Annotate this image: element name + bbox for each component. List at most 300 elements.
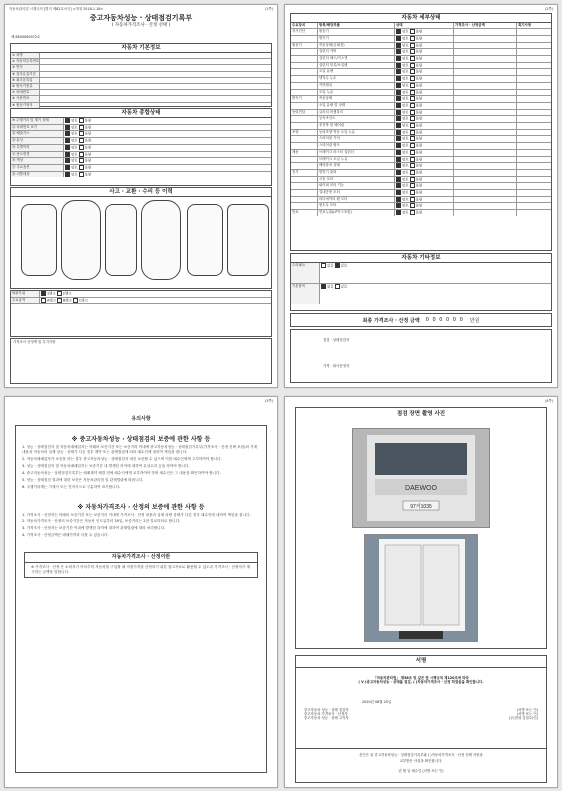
option-label: 불량	[84, 138, 92, 143]
detail-status	[395, 116, 454, 122]
detail-row	[291, 76, 551, 83]
checkbox	[65, 118, 70, 123]
panel-section: 외판부위 1랭크 2랭크 주요골격 A랭크 B랭크 C랭크	[10, 290, 272, 337]
status-label: 양호	[402, 150, 409, 155]
checkbox	[410, 43, 415, 48]
detail-price	[454, 29, 517, 35]
status-label: 양호	[402, 136, 409, 141]
final-price-unit: 만원	[469, 317, 480, 324]
detail-note	[517, 110, 551, 116]
checkbox	[410, 116, 415, 121]
page1-subtitle: ( 자동차가격조사 · 산정 선택 )	[111, 23, 171, 28]
detail-status	[395, 177, 454, 183]
checkbox	[65, 165, 70, 170]
checkbox	[396, 49, 401, 54]
basic-row-value	[40, 90, 271, 95]
general-row-label: ⑩ 주행거리 및 계기 상태	[11, 118, 64, 124]
status-label: 불량	[415, 76, 423, 81]
accident-history-section	[10, 187, 272, 289]
detail-note	[517, 177, 551, 183]
status-label: 불량	[415, 183, 423, 188]
detail-row	[291, 29, 551, 36]
basic-row-label: ⑥ 변속기종류	[11, 84, 40, 89]
checkbox	[396, 36, 401, 41]
detail-row	[291, 203, 551, 210]
sign-line-label: 중고자동차 성능 · 상태 점검자	[304, 708, 349, 712]
accident-history-heading: 사고 · 교환 · 수리 등 이력	[11, 188, 271, 197]
detail-status	[395, 190, 454, 196]
detail-item: 실린더 헤드/가스켓	[318, 56, 395, 62]
option-label: 불량	[84, 131, 92, 136]
detail-device: 연료	[291, 210, 318, 216]
detail-row	[291, 116, 551, 123]
general-row	[11, 138, 271, 145]
checkbox	[65, 172, 70, 177]
detail-device	[291, 49, 318, 55]
detail-price	[454, 43, 517, 49]
checkbox	[410, 150, 415, 155]
detail-item: 오일 유량 및 상태	[318, 103, 395, 109]
sign-line-mark: (주)현대 김철수(인)	[508, 716, 538, 721]
detail-device: 조향	[291, 130, 318, 136]
detail-status	[395, 136, 454, 142]
detail-price	[454, 177, 517, 183]
notice-body	[15, 425, 267, 775]
detail-price	[454, 103, 517, 109]
basic-info-section	[10, 43, 272, 107]
detail-device	[291, 103, 318, 109]
status-label: 불량	[415, 143, 423, 148]
doc-number: 제 8400000972호	[11, 35, 41, 39]
detail-price	[454, 163, 517, 169]
notice-paragraph: 5. 성능 · 상태점검 결과에 대한 보증은 자동차관리법 및 관계법령에 따릅니다.	[22, 477, 144, 482]
status-label: 불량	[415, 197, 423, 202]
status-label: 양호	[402, 49, 409, 54]
checkbox	[410, 163, 415, 168]
sign-text-2: ( V )중고자동차성능 · 상태를 점검, ( )자동차가격조사 · 산정 하였음을 확인합니다.	[358, 680, 484, 685]
detail-note	[517, 203, 551, 209]
status-label: 불량	[415, 136, 423, 141]
option-label: 양호	[71, 145, 78, 150]
detail-row	[291, 69, 551, 76]
checkbox	[410, 83, 415, 88]
page1-header-left: 자동차관리법 시행규칙 [별지 제82호서식] <개정 2018.1.18>	[9, 7, 104, 11]
checkbox	[396, 96, 401, 101]
status-label: 불량	[415, 190, 423, 195]
checkbox	[410, 190, 415, 195]
notice-paragraph: 3. 가격조사 · 산정자는 보증기간 이내에 발생한 하자에 대하여 관계법령에 따라 처리합니다.	[22, 526, 166, 531]
notice-paragraph: 1. 성능 · 상태점검자 및 자동차매매업자는 아래의 보증기간 또는 보증거리 이내에 중고자동차성능 · 상태점검기록부(가격조사 · 산정 선택 포함)의 기재내용과 자동차의 실제 성능 · 상태가 다른 경우 계약 또는 관계법령에 따라 매수인에 대하여 책임을 집니다.	[22, 445, 258, 454]
status-label: 양호	[402, 110, 409, 115]
detail-note	[517, 190, 551, 196]
checkbox	[410, 36, 415, 41]
detail-status	[395, 130, 454, 136]
checkbox	[410, 123, 415, 128]
general-row	[11, 165, 271, 172]
detail-price	[454, 76, 517, 82]
warranty-paragraphs-2	[16, 511, 266, 543]
detail-item: 오일 누유	[318, 90, 395, 96]
option-label: 불량	[84, 158, 92, 163]
checkbox	[410, 143, 415, 148]
status-label: 불량	[415, 177, 423, 182]
checkbox	[396, 130, 401, 135]
checkbox	[396, 43, 401, 48]
detail-item: 와이퍼 모터 기능	[318, 183, 395, 189]
detail-row	[291, 170, 551, 177]
detail-device	[291, 116, 318, 122]
status-label: 불량	[415, 130, 423, 135]
detail-item: 스티어링 기어	[318, 136, 395, 142]
status-label: 불량	[415, 49, 423, 54]
bottom-text-2: 교부받은 사실을 확인합니다.	[399, 759, 443, 763]
basic-info-rows	[11, 53, 271, 108]
detail-status	[395, 170, 454, 176]
detail-status	[395, 43, 454, 49]
sign-line	[304, 716, 538, 720]
checkbox	[79, 158, 84, 163]
detail-device: 자기진단	[291, 29, 318, 35]
status-label: 양호	[402, 197, 409, 202]
general-row-label: ⑱ 리콜대상	[11, 172, 64, 178]
warranty-paragraphs-1	[16, 443, 266, 494]
checkbox	[410, 157, 415, 162]
detail-note	[517, 69, 551, 75]
checkbox	[65, 125, 70, 130]
detail-device	[291, 36, 318, 42]
detail-device: 제동	[291, 150, 318, 156]
detail-header-row: 주요장치 항목/해당부품 상태 가격조사 · 산정금액 특기사항	[291, 23, 551, 29]
notice-paragraph: 6. 주행거리계는 기계식 또는 전자식으로 구분하여 표기합니다.	[22, 484, 121, 489]
detail-item: 배력장치 상태	[318, 163, 395, 169]
basic-info-heading: 자동차 기본정보	[11, 44, 271, 53]
detail-row	[291, 136, 551, 143]
basic-row-value	[40, 72, 271, 77]
option-label: 불량	[84, 165, 92, 170]
detail-note	[517, 96, 551, 102]
status-label: 양호	[402, 96, 409, 101]
basic-row-label: ⑦ 차대번호	[11, 90, 40, 95]
status-label: 불량	[415, 63, 423, 68]
other-info-heading: 자동차 기타정보	[291, 254, 551, 263]
detail-item: 실린더 블록/오일팬	[318, 63, 395, 69]
page-4	[284, 396, 558, 788]
detail-note	[517, 36, 551, 42]
detail-item: 스티어링 펌프	[318, 143, 395, 149]
detail-row	[291, 43, 551, 50]
detail-item: 작동상태	[318, 96, 395, 102]
option-label: 양호	[71, 172, 78, 177]
checkbox	[79, 118, 84, 123]
option-label: 양호	[71, 125, 78, 130]
checkbox	[65, 131, 70, 136]
general-row	[11, 131, 271, 138]
detail-row	[291, 96, 551, 103]
status-label: 양호	[402, 43, 409, 48]
detail-status	[395, 69, 454, 75]
detail-status	[395, 157, 454, 163]
detail-price	[454, 63, 517, 69]
price-definition-title: 자동차가격조사 · 산정이란	[25, 553, 257, 563]
checkbox	[396, 197, 401, 202]
detail-note	[517, 90, 551, 96]
detail-row	[291, 210, 551, 216]
detail-row	[291, 56, 551, 63]
checkbox	[79, 138, 84, 143]
page1-title: 중고자동차성능 · 상태점검기록부	[89, 14, 193, 22]
general-row-options	[64, 125, 271, 131]
detail-note	[517, 197, 551, 203]
status-label: 양호	[402, 123, 409, 128]
option-label: 불량	[84, 125, 92, 130]
checkbox	[410, 136, 415, 141]
detail-note	[517, 83, 551, 89]
checkbox	[410, 203, 415, 208]
general-row-options	[64, 145, 271, 151]
detail-row	[291, 63, 551, 70]
sign-text-1: 「자동차관리법」 제58조 및 같은 법 시행규칙 제120조에 따라	[373, 676, 469, 680]
detail-row	[291, 103, 551, 110]
final-price-row	[290, 313, 552, 327]
detail-device	[291, 143, 318, 149]
detail-device	[291, 183, 318, 189]
detail-item: 추진축 및 베어링	[318, 123, 395, 129]
checkbox	[79, 125, 84, 130]
checkbox	[396, 177, 401, 182]
photo-box	[295, 407, 547, 649]
detail-device	[291, 63, 318, 69]
general-row-options	[64, 158, 271, 164]
detail-note	[517, 136, 551, 142]
detail-item: 오일 유량	[318, 69, 395, 75]
detail-device	[291, 136, 318, 142]
status-label: 양호	[402, 29, 409, 34]
checkbox	[410, 170, 415, 175]
status-label: 양호	[402, 163, 409, 168]
detail-note	[517, 143, 551, 149]
general-row-label: ⑯ 색상	[11, 158, 64, 164]
detail-device	[291, 203, 318, 209]
checkbox	[410, 49, 415, 54]
detail-item: 발전기 출력	[318, 170, 395, 176]
checkbox	[396, 90, 401, 95]
detail-status	[395, 76, 454, 82]
checkbox	[396, 163, 401, 168]
row-label-frame: 주요골격	[11, 298, 40, 304]
signature-section-p2	[290, 329, 552, 383]
detail-device	[291, 190, 318, 196]
status-label: 양호	[402, 177, 409, 182]
detail-status	[395, 197, 454, 203]
detail-row	[291, 49, 551, 56]
checkbox	[396, 103, 401, 108]
checkbox	[410, 96, 415, 101]
detail-status	[395, 103, 454, 109]
checkbox	[410, 183, 415, 188]
status-label: 불량	[415, 210, 423, 215]
detail-price	[454, 190, 517, 196]
detail-note	[517, 103, 551, 109]
detail-item: 변속기	[318, 36, 395, 42]
detail-device	[291, 83, 318, 89]
car-diagram-rear	[227, 204, 269, 276]
detail-item: 브레이크 마스터 실린더	[318, 150, 395, 156]
basic-row-value	[40, 53, 271, 58]
status-label: 양호	[402, 170, 409, 175]
detail-device: 변속기	[291, 96, 318, 102]
price-definition-box	[24, 552, 258, 577]
general-row-options	[64, 165, 271, 171]
checkbox	[396, 76, 401, 81]
detail-row	[291, 190, 551, 197]
truck-brand: DAEWOO	[405, 485, 437, 492]
checkbox	[396, 136, 401, 141]
status-label: 불량	[415, 157, 423, 162]
detail-item: 라디에이터 팬 모터	[318, 197, 395, 203]
general-row-label: ⑫ 배출가스	[11, 131, 64, 137]
detail-price	[454, 130, 517, 136]
detail-note	[517, 56, 551, 62]
detail-price	[454, 49, 517, 55]
detail-price	[454, 36, 517, 42]
checkbox	[396, 123, 401, 128]
detail-price	[454, 183, 517, 189]
car-diagram-frame	[141, 200, 181, 280]
status-label: 불량	[415, 170, 423, 175]
detail-price	[454, 96, 517, 102]
detail-status	[395, 49, 454, 55]
detail-price	[454, 69, 517, 75]
signature-box	[295, 655, 547, 783]
checkbox	[410, 63, 415, 68]
sign-line-label: 중고자동차 가격조사 · 산정자	[304, 712, 348, 717]
detail-note	[517, 29, 551, 35]
detail-device: 동력전달	[291, 110, 318, 116]
detail-row	[291, 110, 551, 117]
checkbox	[396, 157, 401, 162]
general-row-options	[64, 138, 271, 144]
general-row-label: ⑪ 차대번호 표기	[11, 125, 64, 131]
detail-status	[395, 183, 454, 189]
detail-price	[454, 197, 517, 203]
notice-paragraph: 2. 자동차매매업자가 보증을 하는 경우 중고자동차성능 · 상태점검자 대신 보증할 수 있으며 이를 매수인에게 고지하여야 합니다.	[22, 456, 222, 461]
detail-price	[454, 56, 517, 62]
detail-price	[454, 136, 517, 142]
detail-note	[517, 163, 551, 169]
status-label: 불량	[415, 110, 423, 115]
photo-heading: 점검 장면 촬영 사진	[396, 411, 446, 417]
basic-row-label: ⑨ 원동기형식	[11, 103, 40, 108]
general-row-options	[64, 172, 271, 178]
detail-row	[291, 150, 551, 157]
basic-row-label: ④ 검사유효기간	[11, 72, 40, 77]
checkbox	[396, 183, 401, 188]
notice-heading: 유의사항	[131, 416, 151, 422]
detail-status	[395, 123, 454, 129]
checkbox	[396, 56, 401, 61]
sign-lines	[304, 708, 538, 721]
checkbox	[79, 165, 84, 170]
status-label: 불량	[415, 103, 423, 108]
detail-device	[291, 157, 318, 163]
detail-device: 원동기	[291, 43, 318, 49]
checkbox	[396, 203, 401, 208]
status-label: 불량	[415, 150, 423, 155]
checkbox	[79, 145, 84, 150]
status-label: 양호	[402, 157, 409, 162]
basic-row-value	[40, 59, 271, 64]
general-row-options	[64, 152, 271, 158]
page-2	[284, 4, 558, 388]
detail-item: 동력조향 작동 오일 누유	[318, 130, 395, 136]
status-label: 양호	[402, 36, 409, 41]
status-label: 양호	[402, 56, 409, 61]
checkbox	[410, 130, 415, 135]
option-label: 양호	[71, 152, 78, 157]
status-label: 불량	[415, 29, 423, 34]
detail-device	[291, 69, 318, 75]
status-label: 양호	[402, 203, 409, 208]
sign-line-label: 중고자동차 성능 · 상태 고지자	[304, 716, 349, 721]
basic-row-value	[40, 96, 271, 101]
detail-price	[454, 203, 517, 209]
truck-plate: 97거1035	[410, 504, 432, 510]
status-label: 양호	[402, 190, 409, 195]
detail-row	[291, 163, 551, 170]
detail-device	[291, 90, 318, 96]
detail-status	[395, 110, 454, 116]
page-3	[4, 396, 278, 788]
general-status-heading: 자동차 종합상태	[11, 109, 271, 118]
detail-status	[395, 163, 454, 169]
detail-price	[454, 210, 517, 216]
checkbox	[410, 210, 415, 215]
detail-status	[395, 203, 454, 209]
notice-paragraph: 4. 가격조사 · 산정금액은 매매가격과 다를 수 있습니다.	[22, 533, 109, 538]
detail-rows	[291, 29, 551, 216]
detail-row	[291, 130, 551, 137]
car-diagram-front	[105, 204, 137, 276]
detail-price	[454, 170, 517, 176]
detail-item: 시동 모터	[318, 177, 395, 183]
status-label: 불량	[415, 203, 423, 208]
general-row-options	[64, 118, 271, 124]
checkbox	[396, 170, 401, 175]
page4-header-right: (4쪽)	[544, 399, 553, 403]
status-label: 양호	[402, 83, 409, 88]
detail-item: 윈도우 모터	[318, 203, 395, 209]
other-info-section: 자동차 기타정보 수리필요 없음 있음 기본품목 없음 있음	[290, 253, 552, 311]
detail-item: 클러치 어셈블리	[318, 110, 395, 116]
checkbox	[410, 177, 415, 182]
checkbox	[396, 83, 401, 88]
detail-note	[517, 157, 551, 163]
notice-paragraph: 2. 자동차가격조사 · 산정의 보증기간은 자동차 인도일부터 30일, 보증거리는 2천 킬로미터로 합니다.	[22, 519, 181, 524]
detail-price	[454, 157, 517, 163]
detail-row	[291, 83, 551, 90]
bottom-text-1: 본인은 위 중고자동차성능 · 상태점검기록부와 ( )자동차가격조사 · 산정 선택 사항을	[296, 748, 546, 757]
detail-device	[291, 76, 318, 82]
general-row-label: ⑮ 용도변경	[11, 152, 64, 158]
detail-item: 원동기	[318, 29, 395, 35]
detail-item: 등속조인트	[318, 116, 395, 122]
basic-row-value	[40, 65, 271, 70]
option-label: 불량	[84, 172, 92, 177]
basic-row-label: ② 자동차등록번호	[12, 59, 40, 64]
option-label: 불량	[84, 118, 92, 123]
detail-row	[291, 90, 551, 97]
detail-row	[291, 36, 551, 43]
